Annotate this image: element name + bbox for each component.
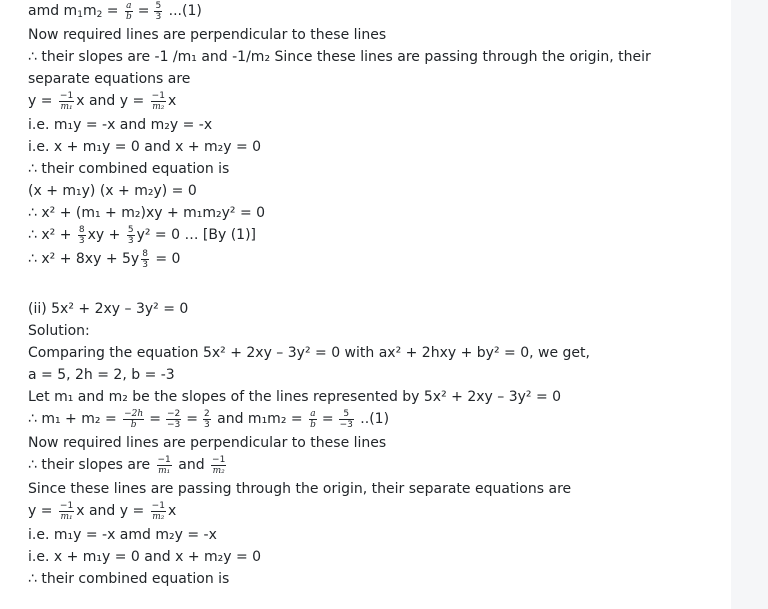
line-substitution: ∴ x² + $\frac{8}{3}$ xy + $\frac{5}{3}$ y² = 0 … [By (1)]: [28, 224, 256, 246]
fraction: $\frac{-1}{\text{m₂}}$: [212, 454, 226, 476]
text-line: Let m₁ and m₂ be the slopes of the lines represented by 5x² + 2xy – 3y² = 0: [28, 389, 562, 405]
fraction: $\frac{-1}{\text{m₂}}$: [151, 90, 165, 112]
text-line: ∴ their combined equation is: [28, 571, 230, 587]
fraction: $\frac{a}{b}$: [310, 408, 316, 430]
fraction: $\frac{a}{b}$: [125, 0, 132, 22]
text-line: i.e. x + m₁y = 0 and x + m₂y = 0: [28, 549, 262, 565]
solution-label: Solution:: [28, 323, 90, 339]
fraction: $\frac{8}{3}$: [142, 248, 148, 270]
fraction: $\frac{-1}{\text{m₁}}$: [59, 500, 74, 522]
spacer: [28, 272, 728, 298]
fraction: $\frac{-2h}{b}$: [124, 408, 144, 430]
fraction: $\frac{-1}{\text{m₂}}$: [151, 500, 165, 522]
text-line: separate equations are: [28, 71, 191, 87]
text-line: i.e. m₁y = -x and m₂y = -x: [28, 117, 213, 133]
solution-content: [28, 0, 728, 590]
line-result: ∴ x² + 8xy + 5y $\frac{8}{3}$ = 0: [28, 248, 181, 270]
line-slopes: ∴ their slopes are $\frac{-1}{\text{m₁}}$ and $\frac{-1}{\text{m₂}}$: [28, 454, 226, 476]
text-line: i.e. m₁y = -x amd m₂y = -x: [28, 527, 217, 543]
fraction: $\frac{5}{-3}$: [339, 408, 353, 430]
right-gutter: [731, 0, 768, 609]
fraction: $\frac{2}{3}$: [203, 408, 210, 430]
text-line: ∴ their slopes are -1 /m₁ and -1/m₂ Since these lines are passing through the origin, their: [28, 49, 651, 65]
text-line: (x + m₁y) (x + m₂y) = 0: [28, 183, 197, 199]
line-separate-equations-2: y = $\frac{-1}{\text{m₁}}$ x and y = $\frac{-1}{\text{m₂}}$ x: [28, 500, 177, 522]
fraction: $\frac{-1}{\text{m₁}}$: [59, 90, 74, 112]
text-line: Now required lines are perpendicular to these lines: [28, 27, 387, 43]
text-line: a = 5, 2h = 2, b = -3: [28, 367, 175, 383]
text-line: i.e. x + m₁y = 0 and x + m₂y = 0: [28, 139, 262, 155]
line-separate-equations: y = $\frac{-1}{\text{m₁}}$ x and y = $\frac{-1}{\text{m₂}}$ x: [28, 90, 177, 112]
text-line: Since these lines are passing through the origin, their separate equations are: [28, 481, 572, 497]
part-heading: (ii) 5x² + 2xy – 3y² = 0: [28, 301, 189, 317]
fraction: $\frac{-1}{\text{m₁}}$: [157, 454, 171, 476]
line-sum-and-product: ∴ m₁ + m₂ = $\frac{-2h}{b}$ = $\frac{-2}{-3}$ = $\frac{2}{3}$ and m₁m₂ = $\frac{a}{b}$ = $\frac{5}{-3}$ ..(1): [28, 408, 390, 430]
line-product-of-slopes: amd $m_1m_2$ = $\frac{a}{b}$ = $\frac{5}{3}$ ...(1): [28, 0, 202, 22]
text-line: ∴ their combined equation is: [28, 161, 230, 177]
fraction: $\frac{8}{3}$: [78, 224, 85, 246]
text-line: Now required lines are perpendicular to these lines: [28, 435, 387, 451]
fraction: $\frac{5}{3}$: [127, 224, 134, 246]
fraction: $\frac{5}{3}$: [155, 0, 162, 22]
text-line: Comparing the equation 5x² + 2xy – 3y² = 0 with ax² + 2hxy + by² = 0, we get,: [28, 345, 590, 361]
text-line: ∴ x² + (m₁ + m₂)xy + m₁m₂y² = 0: [28, 205, 266, 221]
fraction: $\frac{-2}{-3}$: [166, 408, 181, 430]
